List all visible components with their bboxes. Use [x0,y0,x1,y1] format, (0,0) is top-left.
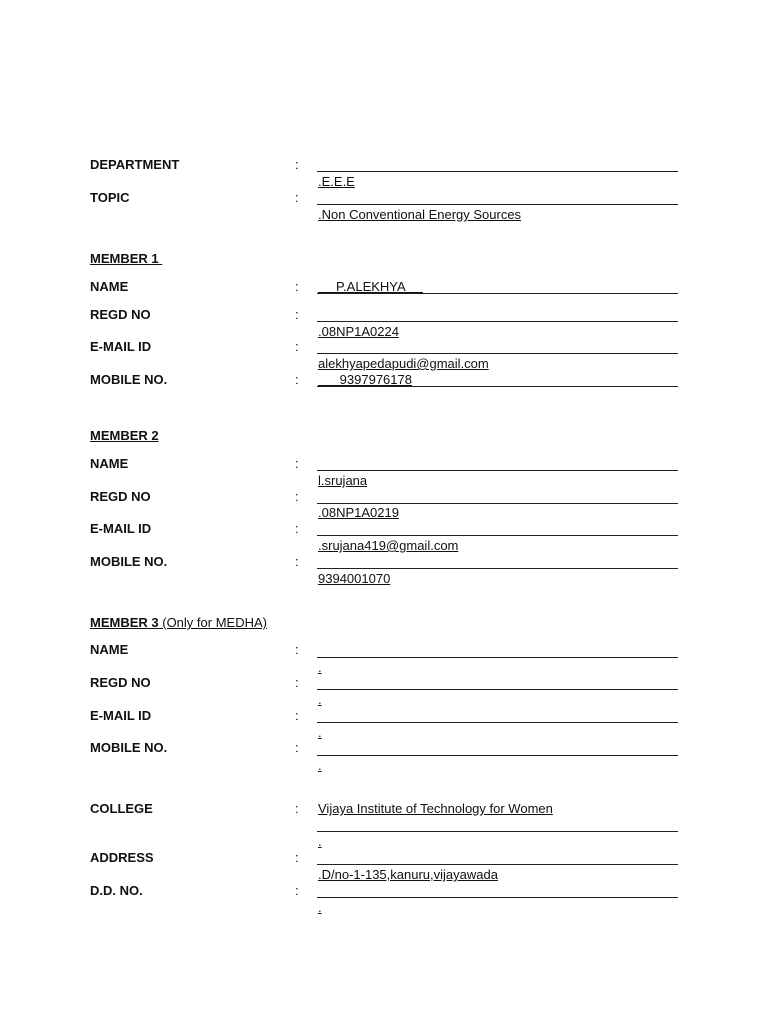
college-value[interactable]: Vijaya Institute of Technology for Women [318,801,553,816]
member-2-email-value[interactable]: .srujana419@gmail.com [318,538,459,553]
member-1-mobile-value[interactable]: 9397976178 [318,372,412,387]
member-2-mobile-label: MOBILE NO. [90,554,168,569]
member-1-email-label: E-MAIL ID [90,339,152,354]
member-1-name-label: NAME [90,279,129,294]
member-3-note: (Only for MEDHA) [158,615,267,630]
member-1-heading: MEMBER 1 [90,251,163,266]
colon: : [295,850,299,865]
member-2-mobile-value[interactable]: 9394001070 [318,571,391,586]
field-line [317,722,678,723]
field-line [317,293,678,294]
dd-no-value[interactable]: . [318,900,322,915]
topic-label: TOPIC [90,190,130,205]
field-line [317,171,678,172]
member-1-regd-label: REGD NO [90,307,151,322]
colon: : [295,521,299,536]
colon: : [295,883,299,898]
colon: : [295,675,299,690]
colon: : [295,307,299,322]
topic-value[interactable]: .Non Conventional Energy Sources [318,207,522,222]
department-value[interactable]: .E.E.E [318,174,355,189]
field-line [317,470,678,471]
member-3-mobile-value[interactable]: . [318,758,322,773]
member-3-heading: MEMBER 3 (Only for MEDHA) [90,615,267,630]
colon: : [295,554,299,569]
colon: : [295,456,299,471]
colon: : [295,801,299,816]
field-line [317,689,678,690]
colon: : [295,708,299,723]
dd-no-label: D.D. NO. [90,883,143,898]
colon: : [295,740,299,755]
member-3-regd-label: REGD NO [90,675,151,690]
member-2-name-label: NAME [90,456,129,471]
field-line [317,321,678,322]
field-line [317,831,678,832]
field-line [317,657,678,658]
field-line [317,353,678,354]
member-3-mobile-label: MOBILE NO. [90,740,168,755]
field-line [317,386,678,387]
member-3-email-label: E-MAIL ID [90,708,152,723]
member-2-heading: MEMBER 2 [90,428,159,443]
field-line [317,864,678,865]
member-3-regd-value[interactable]: . [318,692,322,707]
field-line [317,535,678,536]
field-line [317,897,678,898]
member-3-name-value[interactable]: . [318,660,322,675]
colon: : [295,157,299,172]
colon: : [295,339,299,354]
colon: : [295,642,299,657]
member-2-regd-value[interactable]: .08NP1A0219 [318,505,399,520]
field-line [317,568,678,569]
member-2-email-label: E-MAIL ID [90,521,152,536]
field-line [317,755,678,756]
blank-mark: . [318,834,322,849]
member-3-name-label: NAME [90,642,129,657]
colon: : [295,372,299,387]
field-line [317,503,678,504]
member-1-name-value[interactable]: P.ALEKHYA [318,279,424,294]
member-1-email-value[interactable]: alekhyapedapudi@gmail.com [318,356,489,371]
colon: : [295,279,299,294]
member-3-email-value[interactable]: . [318,725,322,740]
member-2-name-value[interactable]: l.srujana [318,473,368,488]
colon: : [295,489,299,504]
address-value[interactable]: .D/no-1-135,kanuru,vijayawada [318,867,498,882]
field-line [317,204,678,205]
member-1-regd-value[interactable]: .08NP1A0224 [318,324,399,339]
member-1-mobile-label: MOBILE NO. [90,372,168,387]
department-label: DEPARTMENT [90,157,180,172]
member-2-regd-label: REGD NO [90,489,151,504]
address-label: ADDRESS [90,850,154,865]
college-label: COLLEGE [90,801,153,816]
colon: : [295,190,299,205]
